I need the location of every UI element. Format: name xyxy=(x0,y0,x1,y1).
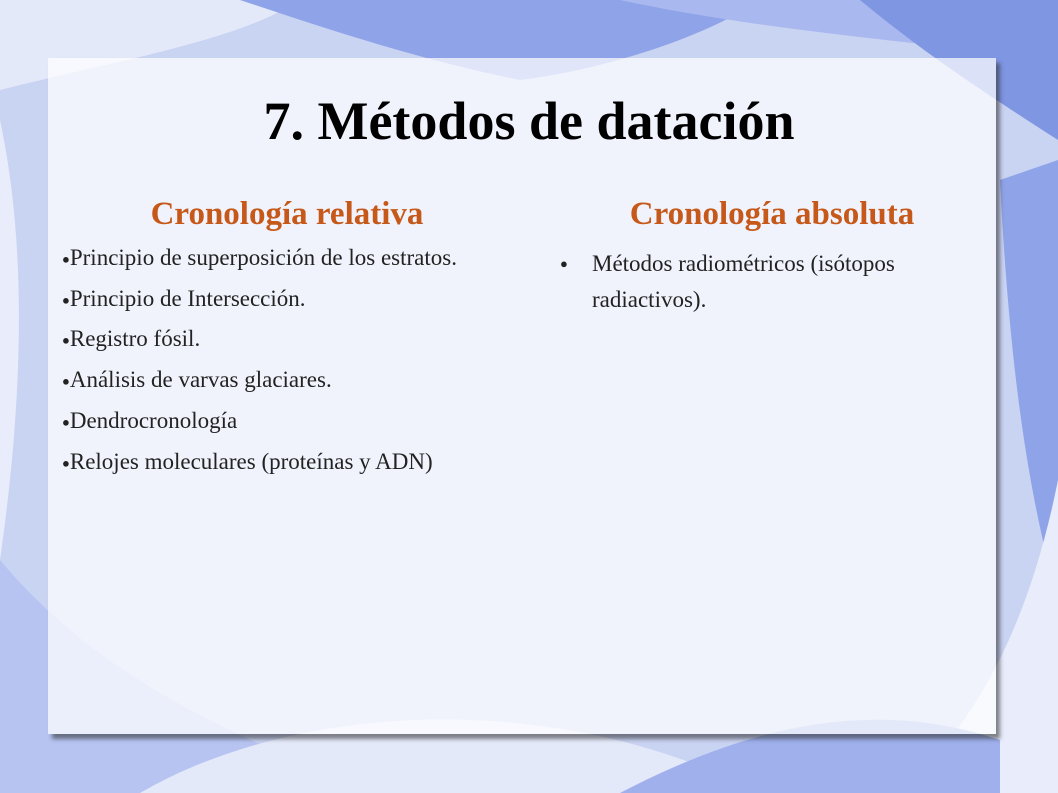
list-item-text: Principio de Intersección. xyxy=(69,285,306,311)
list-item-text: Métodos radiométricos (isótopos radiactivos). xyxy=(592,251,895,312)
relative-chronology-list xyxy=(62,240,472,484)
bullet-icon: ● xyxy=(62,373,70,389)
absolute-chronology-heading: Cronología absoluta xyxy=(629,196,915,232)
list-item xyxy=(62,403,472,441)
bullet-icon: ● xyxy=(560,256,568,271)
bullet-icon: ● xyxy=(62,455,70,471)
list-item-text: Análisis de varvas glaciares. xyxy=(69,367,332,393)
list-item-text: Relojes moleculares (proteínas y ADN) xyxy=(69,448,433,474)
bullet-icon: ● xyxy=(62,414,70,430)
slide-title: 7. Métodos de datación xyxy=(263,91,795,151)
bullet-icon: ● xyxy=(62,333,70,349)
list-item xyxy=(62,444,472,482)
list-item xyxy=(62,281,472,319)
list-item xyxy=(62,362,472,400)
bullet-icon: ● xyxy=(62,251,70,267)
list-item-text: Principio de superposición de los estratos. xyxy=(69,245,457,270)
absolute-chronology-list xyxy=(560,246,980,318)
list-item-text: Dendrocronología xyxy=(69,407,238,433)
list-item-text: Registro fósil. xyxy=(69,326,201,352)
list-item xyxy=(62,240,472,278)
bullet-icon: ● xyxy=(62,292,70,308)
list-item xyxy=(62,321,472,359)
relative-chronology-heading: Cronología relativa xyxy=(150,196,424,232)
list-item xyxy=(560,246,980,318)
